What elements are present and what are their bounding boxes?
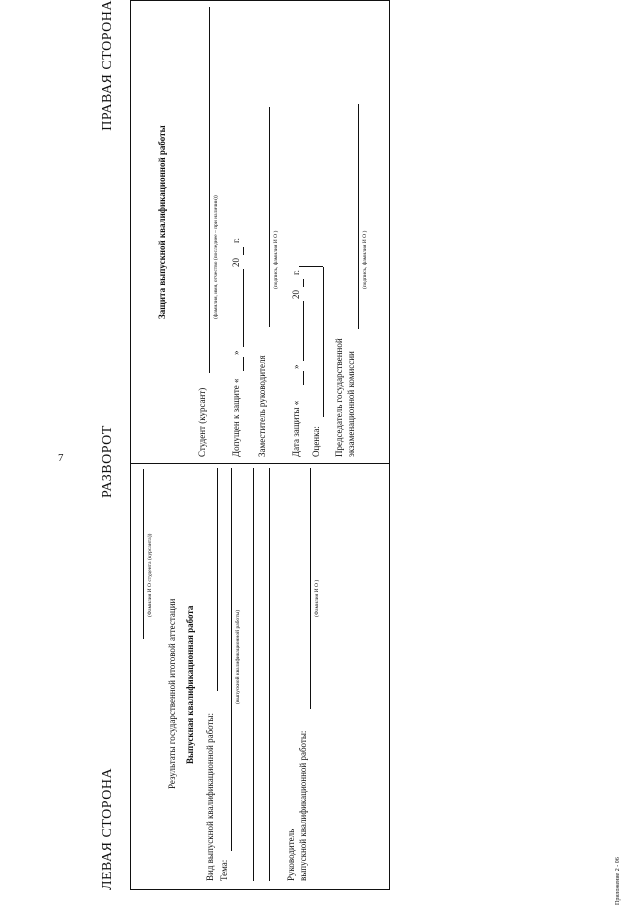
admitted-day-line: [243, 357, 244, 371]
chairman-caption: (подпись, фамилия И О ): [362, 230, 368, 289]
admitted-year-suffix: г.: [231, 238, 241, 243]
admitted-label: Допущен к защите «: [231, 378, 241, 457]
page-number: 7: [58, 452, 64, 464]
admitted-year-prefix: 20: [231, 258, 241, 267]
form-spread: [100, 0, 390, 890]
supervisor-line: [310, 468, 311, 709]
grade-line-end: [299, 266, 323, 267]
form-frame: [130, 0, 390, 890]
defense-title: Защита выпускной квалификационной работы: [157, 125, 167, 319]
student-name-caption: (Фамилия И О студента (курсанта)): [147, 533, 153, 617]
results-title: Результаты государственной итоговой аттестации: [167, 598, 177, 789]
student-caption: (фамилия, имя, отчество (последнее – при наличии)): [213, 195, 219, 319]
admitted-quote-close: »: [231, 350, 241, 355]
topic-label: Тема:: [219, 859, 229, 881]
work-type-label: Вид выпускной квалификационной работы:: [205, 712, 215, 881]
student-line: [209, 7, 210, 373]
defense-year-line: [303, 279, 304, 287]
topic-line: [231, 468, 232, 851]
chairman-label-2: экзаменационной комиссии: [346, 351, 356, 457]
spread-header: РАЗВОРОТ: [100, 425, 115, 498]
supervisor-caption: (Фамилия И О ): [314, 579, 320, 617]
topic-caption: (выпускной квалификационной работы): [235, 609, 241, 704]
deputy-line: [269, 107, 270, 327]
student-name-line: [143, 469, 144, 639]
defense-quote-close: »: [291, 364, 301, 369]
admitted-year-line: [243, 247, 244, 255]
chairman-label-1: Председатель государственной: [334, 338, 344, 457]
student-label: Студент (курсант): [197, 387, 207, 457]
appendix-footer: Приложение 2 - 06: [615, 857, 621, 905]
center-divider: [131, 463, 389, 464]
defense-date-label: Дата защиты «: [291, 400, 301, 457]
defense-year-suffix: г.: [291, 270, 301, 275]
defense-month-line: [303, 301, 304, 361]
grade-label: Оценка:: [311, 426, 321, 457]
grade-line: [323, 267, 324, 417]
topic-line-3: [269, 468, 270, 881]
deputy-label: Заместитель руководителя: [257, 355, 267, 457]
right-side-header: ПРАВАЯ СТОРОНА: [100, 0, 115, 131]
supervisor-label-2: выпускной квалификационной работы:: [298, 730, 308, 881]
supervisor-label-1: Руководитель: [286, 828, 296, 881]
left-side-header: ЛЕВАЯ СТОРОНА: [100, 767, 115, 890]
deputy-caption: (подпись, фамилия И О ): [273, 230, 279, 289]
defense-day-line: [303, 371, 304, 385]
work-type-line: [217, 468, 218, 691]
admitted-month-line: [243, 269, 244, 347]
work-title: Выпускная квалификационная работа: [185, 605, 195, 764]
topic-line-2: [253, 468, 254, 881]
chairman-line: [358, 104, 359, 329]
defense-year-prefix: 20: [291, 290, 301, 299]
